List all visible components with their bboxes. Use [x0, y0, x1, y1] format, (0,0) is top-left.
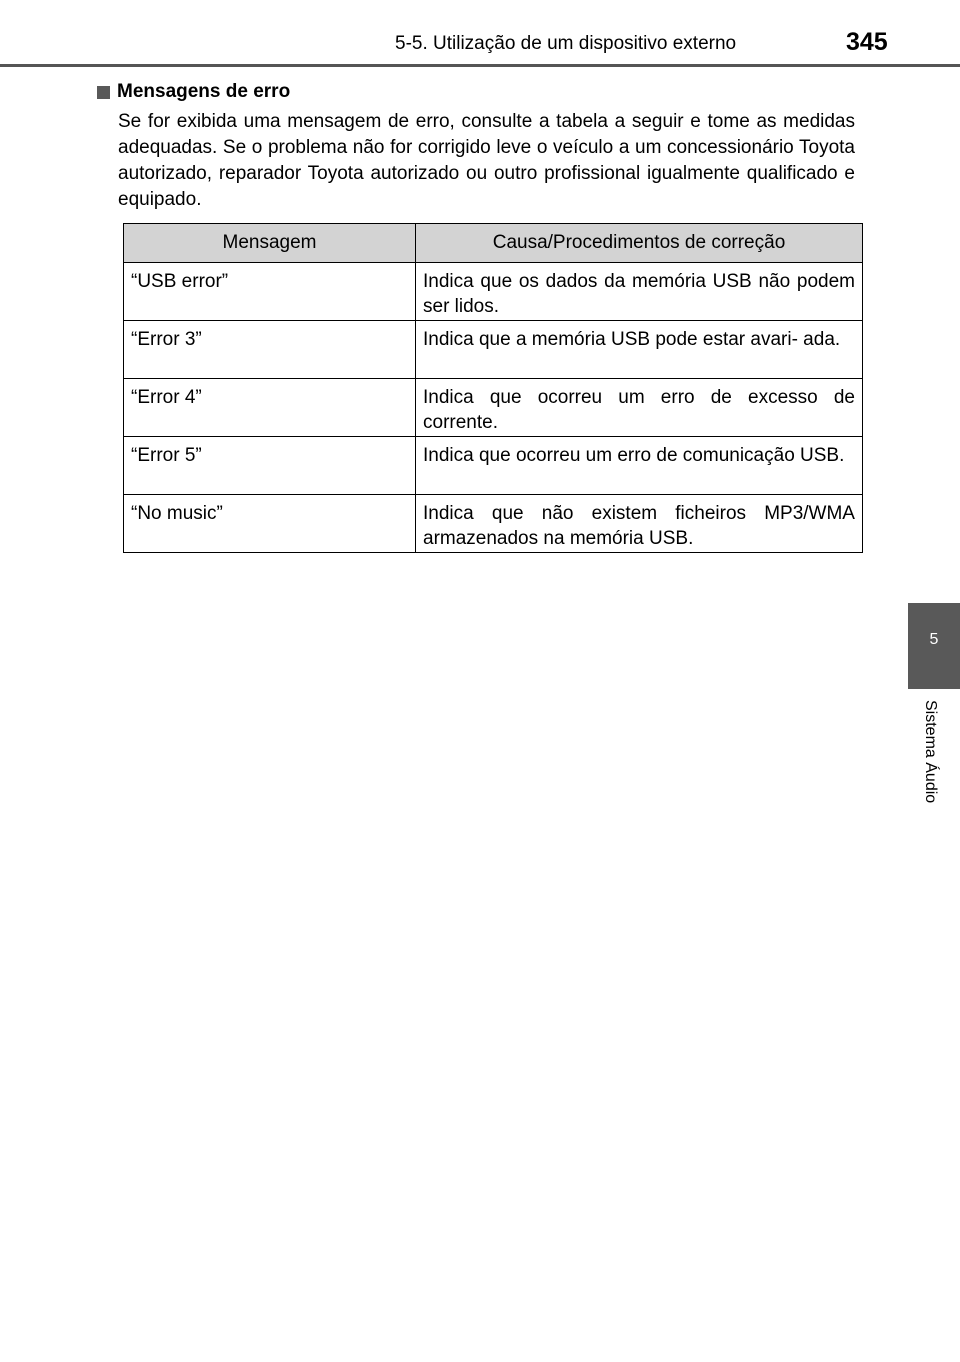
- message-cell: “Error 5”: [124, 437, 416, 495]
- message-cell: “No music”: [124, 495, 416, 553]
- cause-cell: Indica que não existem ficheiros MP3/WMA armazenados na memória USB.: [416, 495, 863, 553]
- cause-cell: Indica que ocorreu um erro de excesso de corrente.: [416, 379, 863, 437]
- chapter-title: 5-5. Utilização de um dispositivo externo: [395, 33, 737, 54]
- square-bullet-icon: [97, 86, 110, 99]
- page-number: 345: [846, 28, 888, 56]
- chapter-tab-number: 5: [929, 631, 939, 648]
- chapter-tab-label: Sistema Áudio: [922, 700, 939, 804]
- section-heading-text: Mensagens de erro: [117, 81, 291, 102]
- table-row: [124, 263, 863, 321]
- message-cell: “Error 3”: [124, 321, 416, 379]
- table-row: [124, 495, 863, 553]
- message-cell: “Error 4”: [124, 379, 416, 437]
- section-heading: [97, 80, 862, 104]
- table-row: [124, 321, 863, 379]
- chapter-tab: [908, 603, 960, 689]
- cause-cell: Indica que ocorreu um erro de comunicação USB.: [416, 437, 863, 495]
- column-header-message: Mensagem: [124, 224, 416, 263]
- header-divider: [0, 64, 960, 67]
- table-row: [124, 437, 863, 495]
- error-messages-table: [123, 223, 863, 553]
- cause-cell: Indica que os dados da memória USB não podem ser lidos.: [416, 263, 863, 321]
- page-header: [0, 0, 960, 66]
- message-cell: “USB error”: [124, 263, 416, 321]
- column-header-cause: Causa/Procedimentos de correção: [416, 224, 863, 263]
- cause-cell: Indica que a memória USB pode estar avari- ada.: [416, 321, 863, 379]
- error-messages-section: [97, 80, 862, 213]
- section-paragraph: Se for exibida uma mensagem de erro, consulte a tabela a seguir e tome as medidas adequadas. Se o problema não for corrigido leve o veículo a um concessionário Toyota autorizado, reparador Toyota autorizado ou outro profissional igualmente qualificado e equipado.: [118, 111, 855, 210]
- table-header-row: [124, 224, 863, 263]
- table-row: [124, 379, 863, 437]
